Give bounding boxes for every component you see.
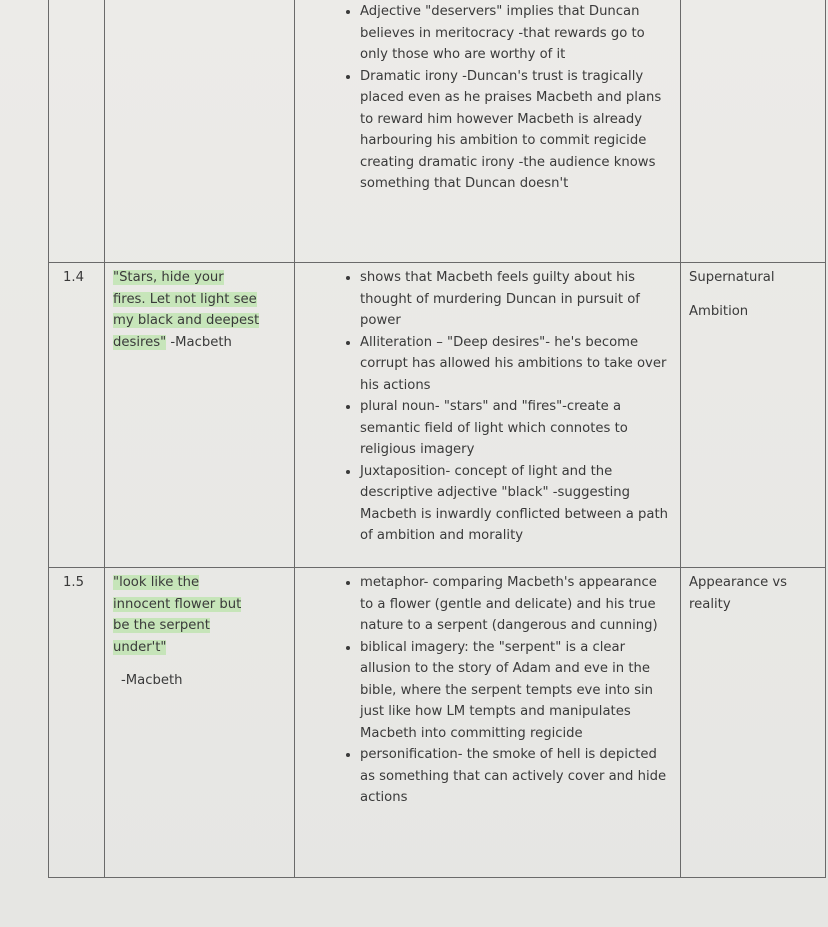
quote-author: -Macbeth [121,673,183,688]
analysis-point: • plural noun- "stars" and "fires"-create a semantic field of light which connotes to religious imagery [360,396,672,461]
quote-line: "look like the [113,575,200,590]
theme-cell [681,0,826,263]
quote-cell [105,568,295,878]
table-row [49,263,826,568]
scene-number [49,0,105,263]
quote-cell [105,0,295,263]
analysis-point: • Juxtaposition- concept of light and the descriptive adjective "black" -suggesting Macbeth is inwardly conflicted between a path of ambition and morality [360,461,672,547]
theme-label: Supernatural [689,270,775,285]
analysis-cell [295,568,681,878]
analysis-point: • metaphor- comparing Macbeth's appearance to a flower (gentle and delicate) and his true nature to a serpent (dangerous and cunning) [360,572,672,637]
analysis-cell [295,0,681,263]
table-row [49,0,826,263]
quote-line: fires. Let not light see [113,291,257,307]
scene-number: 1.5 [49,568,105,878]
analysis-point: • shows that Macbeth feels guilty about his thought of murdering Duncan in pursuit of power [360,267,672,332]
scene-number: 1.4 [49,263,105,568]
table-row [49,568,826,878]
analysis-point: • personification- the smoke of hell is depicted as something that can actively cover and hide actions [360,744,672,809]
analysis-point: • Dramatic irony -Duncan's trust is tragically placed even as he praises Macbeth and plans to reward him however Macbeth is already harbouring his ambition to commit regicide creating dramatic irony -the audience knows something that Duncan doesn't [360,66,672,195]
theme-cell [681,568,826,878]
theme-label: Ambition [689,303,749,319]
theme-label: Appearance vs reality [689,575,788,612]
quote-author: -Macbeth [166,334,232,350]
quote-line: my black and deepest [113,313,260,328]
quote-line: "Stars, hide your [113,270,224,285]
quote-line: desires" [113,334,167,350]
quote-line: under't" [113,639,167,655]
analysis-table [48,0,826,878]
analysis-point: • Alliteration – "Deep desires"- he's become corrupt has allowed his ambitions to take over his actions [360,332,672,397]
quote-line: innocent flower but [113,596,242,612]
quote-cell [105,263,295,568]
quote-line: be the serpent [113,618,210,633]
analysis-point: • biblical imagery: the "serpent" is a clear allusion to the story of Adam and eve in the bible, where the serpent tempts eve into sin just like how LM tempts and manipulates Macbeth into committing regicide [360,637,672,745]
analysis-point: • Adjective "deservers" implies that Duncan believes in meritocracy -that rewards go to only those who are worthy of it [360,1,672,66]
analysis-cell [295,263,681,568]
theme-cell [681,263,826,568]
